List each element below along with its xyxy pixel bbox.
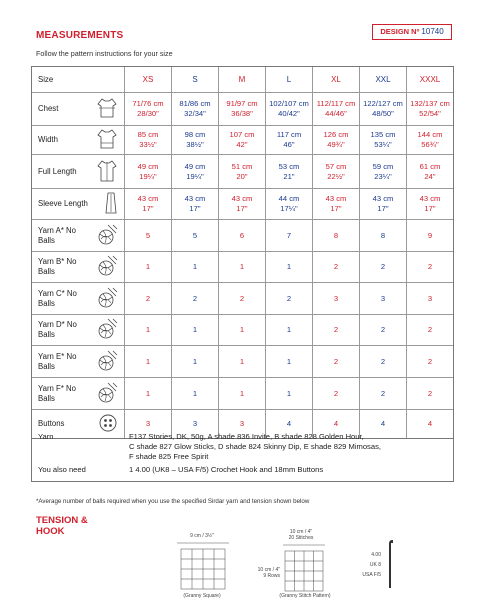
cell-value: 17" — [330, 204, 342, 213]
cell-value: 28/30" — [137, 109, 159, 118]
cell-value: 19¼" — [139, 171, 157, 181]
crochet-hook-icon — [385, 538, 395, 590]
cell-value: 53 cm — [278, 161, 300, 171]
table-cell — [266, 155, 313, 188]
table-cell — [360, 155, 407, 188]
measurements-table — [31, 66, 454, 439]
table-cell — [219, 378, 266, 409]
table-cell — [125, 93, 172, 125]
table-cell — [219, 155, 266, 188]
cell-value: 117 cm — [276, 130, 302, 139]
table-cell — [360, 189, 407, 219]
cell-value: 1 — [145, 325, 151, 334]
cell-value: 3 — [145, 419, 151, 428]
cell-value: 1 — [239, 325, 245, 334]
need-row — [32, 462, 453, 481]
cell-value: 144 cm — [417, 130, 443, 139]
cell-value: 71/76 cm — [132, 99, 164, 108]
cell-value: 42" — [236, 140, 248, 149]
footnote: *Average number of balls required when you use the specified Sirdar yarn and tension shown below — [36, 498, 310, 505]
row-label-text: Yarn B* No Balls — [38, 257, 77, 276]
table-cell — [360, 220, 407, 251]
cardigan-chest-icon — [96, 97, 118, 121]
yarn-line: F137 Stories, DK, 50g, A shade 836 Invite, B shade 828 Golden Hour, — [129, 432, 364, 441]
cell-value: 33½" — [139, 140, 157, 149]
cell-value: 24" — [424, 171, 436, 181]
row-label — [32, 220, 125, 251]
cell-value: 43 cm — [325, 194, 347, 203]
hook-size-3: USA F/5 — [362, 572, 381, 578]
table-row — [32, 189, 453, 220]
row-label — [32, 126, 125, 154]
cell-value: 126 cm — [323, 130, 349, 139]
table-cell — [172, 346, 219, 377]
row-label-text: Full Length — [38, 166, 77, 176]
cell-value: 44 cm — [278, 194, 300, 203]
table-cell — [360, 252, 407, 282]
cell-value: 2 — [333, 388, 339, 398]
cell-value: 17" — [377, 204, 389, 213]
size-xl: XL — [313, 67, 360, 92]
cell-value: 98 cm — [184, 130, 206, 139]
cell-value: 2 — [333, 325, 339, 334]
cell-value: 17" — [236, 204, 248, 213]
row-label-text: Buttons — [38, 419, 65, 428]
cell-value: 1 — [192, 388, 198, 398]
cell-value: 2 — [427, 388, 433, 398]
size-xxxl: XXXL — [419, 74, 441, 84]
table-cell — [172, 189, 219, 219]
table-cell — [360, 283, 407, 314]
table-cell — [313, 283, 360, 314]
yarn-ball-icon — [96, 318, 118, 342]
table-cell — [219, 252, 266, 282]
table-cell — [125, 378, 172, 409]
table-cell — [407, 220, 453, 251]
sleeve-length-icon — [104, 191, 118, 217]
cell-value: 2 — [427, 325, 433, 334]
cell-value: 32/34" — [184, 109, 206, 118]
cell-value: 4 — [333, 419, 339, 428]
row-label — [32, 378, 125, 409]
cell-value: 2 — [333, 356, 339, 366]
table-cell — [360, 346, 407, 377]
table-cell — [125, 252, 172, 282]
cell-value: 46" — [283, 140, 295, 149]
table-cell — [313, 252, 360, 282]
table-cell — [172, 93, 219, 125]
square-width-label: 9 cm / 3½" — [190, 533, 214, 539]
cell-value: 3 — [239, 419, 245, 428]
size-xs: XS — [125, 67, 172, 92]
table-cell — [313, 126, 360, 154]
table-cell — [313, 220, 360, 251]
table-cell — [266, 315, 313, 345]
row-label-text: Yarn A* No Balls — [38, 225, 76, 245]
cell-value: 49 cm — [137, 161, 159, 171]
row-label — [32, 93, 125, 125]
table-row — [32, 252, 453, 283]
table-cell — [219, 126, 266, 154]
table-cell — [360, 315, 407, 345]
table-cell — [266, 378, 313, 409]
table-cell — [219, 283, 266, 314]
table-cell — [266, 283, 313, 314]
cell-value: 2 — [427, 262, 433, 271]
table-cell — [360, 93, 407, 125]
cell-value: 1 — [145, 388, 151, 398]
table-cell — [172, 315, 219, 345]
cell-value: 17¼" — [280, 204, 298, 213]
table-cell — [125, 126, 172, 154]
row-label — [32, 315, 125, 345]
yarn-ball-icon — [96, 382, 118, 406]
table-cell — [407, 315, 453, 345]
stitch-height-label-2: 9 Rows — [263, 573, 280, 579]
table-cell — [313, 189, 360, 219]
cell-value: 53¼" — [374, 140, 392, 149]
cell-value: 135 cm — [370, 130, 396, 139]
table-cell — [172, 155, 219, 188]
table-row — [32, 346, 453, 378]
table-cell — [125, 155, 172, 188]
table-row — [32, 93, 453, 126]
table-row — [32, 315, 453, 346]
cardigan-length-icon — [96, 159, 118, 185]
cell-value: 43 cm — [419, 194, 441, 203]
yarn-line: C shade 827 Glow Sticks, D shade 824 Skinny Dip, E shade 829 Mimosas, — [129, 442, 381, 451]
yarn-ball-icon — [96, 350, 118, 374]
table-cell — [407, 252, 453, 282]
table-cell — [407, 283, 453, 314]
measurement-rows — [32, 93, 453, 438]
table-cell — [313, 315, 360, 345]
tension-heading — [36, 515, 88, 537]
design-label: DESIGN Nº — [380, 27, 420, 36]
row-label-text: Yarn F* No Balls — [38, 383, 76, 403]
table-cell — [266, 346, 313, 377]
yarn-label: Yarn — [38, 432, 54, 441]
size-l: L — [266, 67, 313, 92]
cell-value: 1 — [145, 262, 151, 271]
table-cell — [219, 189, 266, 219]
yarn-ball-icon — [96, 287, 118, 311]
row-label-text: Width — [38, 135, 58, 144]
design-number: 10740 — [421, 27, 444, 36]
row-label — [32, 189, 125, 219]
row-label-text: Sleeve Length — [38, 199, 88, 208]
stitch-height-label-1: 10 cm / 4" — [257, 567, 280, 573]
yarn-notes — [31, 429, 454, 482]
table-cell — [313, 378, 360, 409]
cell-value: 3 — [192, 419, 198, 428]
cell-value: 17" — [142, 204, 154, 213]
cell-value: 43 cm — [372, 194, 394, 203]
table-cell — [125, 189, 172, 219]
table-row — [32, 378, 453, 410]
table-row — [32, 155, 453, 189]
cell-value: 2 — [239, 293, 245, 303]
table-row — [32, 283, 453, 315]
cell-value: 2 — [380, 325, 386, 334]
cell-value: 112/117 cm — [316, 99, 356, 108]
cell-value: 17" — [189, 204, 201, 213]
cell-value: 57 cm — [325, 161, 347, 171]
size-xxl: XXL — [360, 67, 407, 92]
stitch-width-label-1: 10 cm / 4" — [289, 529, 313, 535]
cell-value: 107 cm — [229, 130, 255, 139]
cell-value: 51 cm — [231, 161, 253, 171]
cell-value: 1 — [286, 388, 292, 398]
table-cell — [407, 93, 453, 125]
cell-value: 2 — [380, 388, 386, 398]
granny-stitch-caption: (Granny Stitch Pattern) — [279, 593, 331, 599]
hook-size-2: UK 8 — [369, 562, 381, 568]
cell-value: 5 — [145, 230, 151, 240]
size-label: Size — [38, 74, 54, 84]
cell-value: 2 — [333, 262, 339, 271]
cell-value: 4 — [286, 419, 292, 428]
cell-value: 8 — [380, 230, 386, 240]
table-cell — [266, 93, 313, 125]
cell-value: 49 cm — [184, 161, 206, 171]
table-cell — [172, 283, 219, 314]
table-row — [32, 126, 453, 155]
table-cell — [219, 220, 266, 251]
cell-value: 22½" — [327, 171, 345, 181]
table-cell — [266, 189, 313, 219]
cell-value: 19¼" — [186, 171, 204, 181]
cell-value: 1 — [286, 325, 292, 334]
size-s: S — [172, 67, 219, 92]
cell-value: 17" — [424, 204, 436, 213]
granny-stitch-diagram — [281, 543, 327, 593]
cell-value: 6 — [239, 230, 245, 240]
cell-value: 49¾" — [327, 140, 345, 149]
cell-value: 122/127 cm — [363, 99, 403, 108]
table-cell — [313, 155, 360, 188]
size-label-cell — [32, 67, 125, 92]
cell-value: 23¼" — [374, 171, 392, 181]
stitch-width-label-2: 20 Stitches — [288, 535, 314, 541]
table-cell — [360, 378, 407, 409]
cell-value: 1 — [192, 325, 198, 334]
cell-value: 1 — [239, 262, 245, 271]
cell-value: 2 — [286, 293, 292, 303]
measurements-heading: MEASUREMENTS — [36, 30, 124, 41]
table-cell — [313, 346, 360, 377]
cell-value: 3 — [333, 293, 339, 303]
design-number-box — [372, 24, 452, 40]
cell-value: 4 — [427, 419, 433, 428]
cell-value: 2 — [192, 293, 198, 303]
cell-value: 38½" — [186, 140, 204, 149]
cell-value: 1 — [239, 356, 245, 366]
yarn-line: F shade 825 Free Spirit — [129, 452, 209, 461]
granny-square-diagram — [175, 541, 231, 591]
cell-value: 5 — [192, 230, 198, 240]
cell-value: 85 cm — [137, 130, 159, 139]
table-cell — [219, 315, 266, 345]
table-cell — [172, 378, 219, 409]
cell-value: 1 — [286, 262, 292, 271]
size-m: M — [219, 67, 266, 92]
cell-value: 36/38" — [231, 109, 253, 118]
tension-title-2: HOOK — [36, 526, 65, 537]
need-label: You also need — [38, 465, 86, 474]
row-label — [32, 252, 125, 282]
cell-value: 20" — [236, 171, 248, 181]
table-cell — [125, 220, 172, 251]
cell-value: 40/42" — [278, 109, 300, 118]
table-cell — [219, 346, 266, 377]
cell-value: 102/107 cm — [269, 99, 309, 108]
yarn-ball-icon — [96, 255, 118, 279]
yarn-ball-icon — [96, 224, 118, 248]
table-cell — [172, 220, 219, 251]
hook-size-1: 4.00 — [371, 552, 381, 558]
cell-value: 91/97 cm — [226, 99, 258, 108]
cell-value: 3 — [427, 293, 433, 303]
table-cell — [407, 189, 453, 219]
yarn-description — [125, 432, 453, 462]
table-cell — [360, 126, 407, 154]
cell-value: 21" — [283, 171, 295, 181]
table-cell — [407, 346, 453, 377]
cell-value: 43 cm — [137, 194, 159, 203]
cell-value: 4 — [380, 419, 386, 428]
cell-value: 9 — [427, 230, 433, 240]
table-cell — [172, 126, 219, 154]
cell-value: 1 — [192, 356, 198, 366]
table-cell — [266, 220, 313, 251]
row-label — [32, 155, 125, 188]
row-label-text: Yarn D* No Balls — [38, 320, 77, 339]
cell-value: 59 cm — [372, 161, 394, 171]
cell-value: 81/86 cm — [179, 99, 211, 108]
cell-value: 1 — [145, 356, 151, 366]
table-cell — [266, 126, 313, 154]
table-cell — [266, 252, 313, 282]
cell-value: 56¾" — [421, 140, 439, 149]
cell-value: 2 — [380, 356, 386, 366]
tension-title-1: TENSION & — [36, 515, 88, 526]
cell-value: 1 — [286, 356, 292, 366]
table-cell — [407, 126, 453, 154]
table-cell — [125, 283, 172, 314]
table-cell — [172, 252, 219, 282]
cell-value: 2 — [145, 293, 151, 303]
cell-value: 1 — [192, 262, 198, 271]
cell-value: 43 cm — [231, 194, 253, 203]
cell-value: 2 — [380, 262, 386, 271]
table-cell — [407, 378, 453, 409]
cell-value: 7 — [286, 230, 292, 240]
table-cell — [407, 155, 453, 188]
cell-value: 8 — [333, 230, 339, 240]
row-label — [32, 346, 125, 377]
table-cell — [125, 346, 172, 377]
cell-value: 43 cm — [184, 194, 206, 203]
row-label-text: Yarn E* No Balls — [38, 351, 77, 371]
row-label-text: Chest — [38, 104, 59, 113]
table-cell — [125, 315, 172, 345]
cell-value: 1 — [239, 388, 245, 398]
cell-value: 2 — [427, 356, 433, 366]
cell-value: 3 — [380, 293, 386, 303]
cell-value: 48/50" — [372, 109, 394, 118]
cell-value: 44/46" — [325, 109, 347, 118]
need-text: 1 4.00 (UK8 – USA F/5) Crochet Hook and 18mm Buttons — [129, 465, 324, 474]
subtitle: Follow the pattern instructions for your size — [36, 49, 173, 58]
yarn-row — [32, 429, 453, 462]
table-cell — [313, 93, 360, 125]
row-label — [32, 283, 125, 314]
table-cell — [219, 93, 266, 125]
granny-square-caption: (Granny Square) — [183, 593, 221, 599]
size-header-row — [32, 67, 453, 93]
cell-value: 61 cm — [419, 161, 441, 171]
row-label-text: Yarn C* No Balls — [38, 288, 77, 308]
table-row — [32, 220, 453, 252]
cell-value: 132/137 cm — [410, 99, 450, 108]
cardigan-width-icon — [96, 128, 118, 152]
cell-value: 52/54" — [419, 109, 441, 118]
